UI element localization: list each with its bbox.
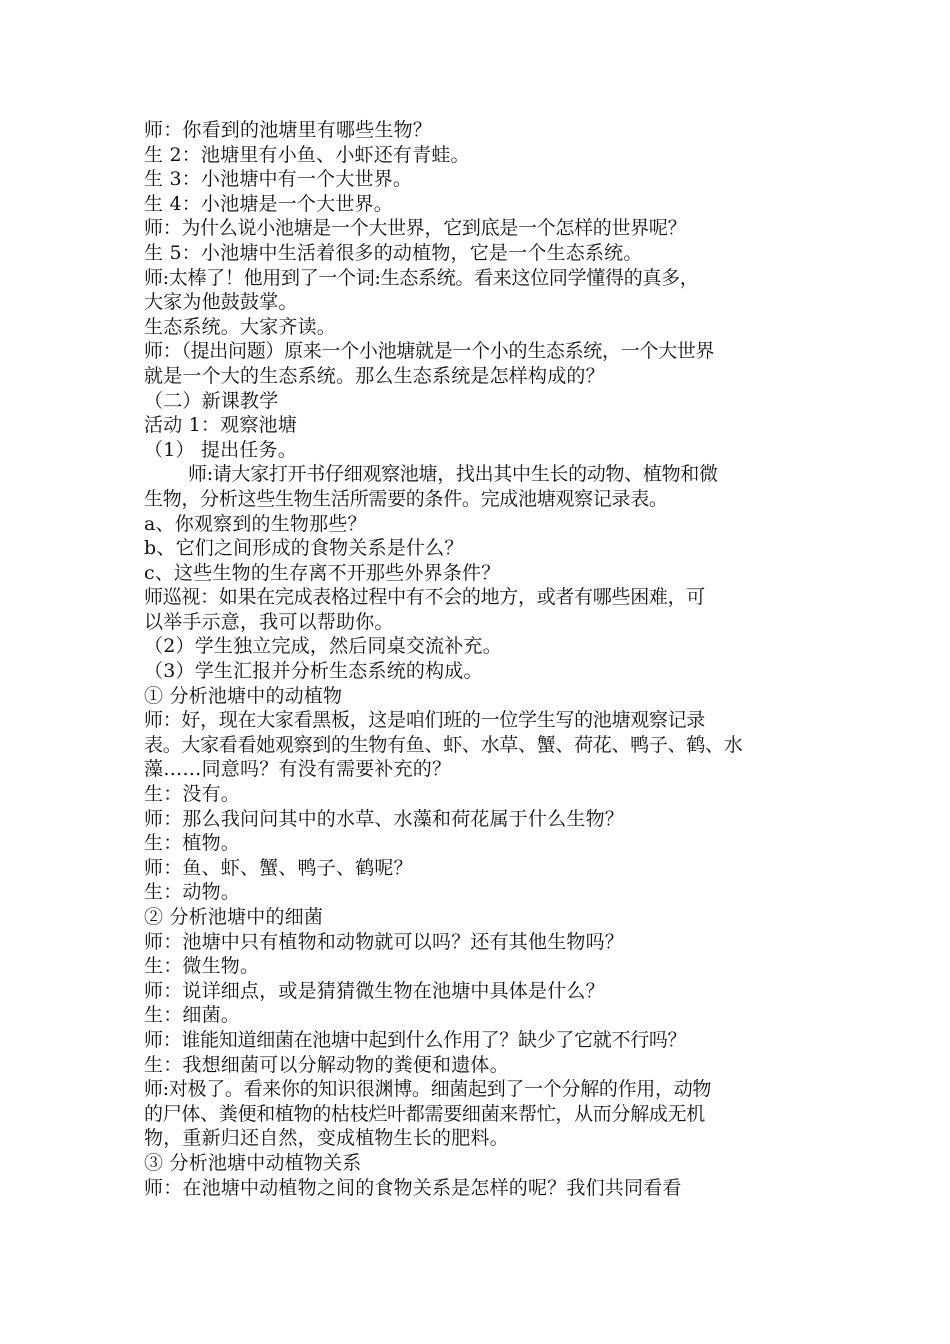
text-line: 生 4：小池塘是一个大世界。 <box>144 192 393 215</box>
text-line: 生：微生物。 <box>144 955 260 978</box>
text-line: 师：说详细点，或是猜猜微生物在池塘中具体是什么？ <box>144 979 605 1002</box>
text-line: 师：谁能知道细菌在池塘中起到什么作用了？缺少了它就不行吗？ <box>144 1028 687 1051</box>
text-line: 以举手示意，我可以帮助你。 <box>144 610 394 633</box>
question-item: c、这些生物的生存离不开那些外界条件？ <box>144 561 501 584</box>
text-line: 藻……同意吗？有没有需要补充的？ <box>144 758 452 781</box>
subsection-heading: ② 分析池塘中的细菌 <box>144 906 324 928</box>
text-line: 生态系统。大家齐读。 <box>144 315 337 338</box>
text-line: 师:请大家打开书仔细观察池塘，找出其中生长的动物、植物和微 <box>188 463 718 486</box>
subsection-heading: ③ 分析池塘中动植物关系 <box>144 1151 362 1174</box>
text-line: 师:对极了。看来你的知识很渊博。细菌起到了一个分解的作用，动物 <box>144 1078 712 1101</box>
text-line: 大家为他鼓鼓掌。 <box>144 291 298 314</box>
text-line: 师：好，现在大家看黑板，这是咱们班的一位学生写的池塘观察记录 <box>144 709 706 732</box>
text-line: 师：为什么说小池塘是一个大世界，它到底是一个怎样的世界呢？ <box>144 217 687 240</box>
text-line: 生 5：小池塘中生活着很多的动植物，它是一个生态系统。 <box>144 241 643 264</box>
step-heading: （3）学生汇报并分析生态系统的构成。 <box>144 660 483 683</box>
document-body <box>144 118 814 1200</box>
text-line: 师：在池塘中动植物之间的食物关系是怎样的呢？我们共同看看 <box>144 1176 682 1199</box>
text-line: 生 2：池塘里有小鱼、小虾还有青蛙。 <box>144 143 470 166</box>
text-line: 生：没有。 <box>144 783 241 806</box>
text-line: 师:太棒了！他用到了一个词:生态系统。看来这位同学懂得的真多， <box>144 266 699 289</box>
step-heading: （1） 提出任务。 <box>144 438 297 461</box>
text-line: 物，重新归还自然，变成植物生长的肥料。 <box>144 1127 509 1150</box>
text-line: 师：你看到的池塘里有哪些生物？ <box>144 119 433 141</box>
step-heading: （2）学生独立完成，然后同桌交流补充。 <box>144 635 502 658</box>
subsection-heading: ① 分析池塘中的动植物 <box>144 684 343 707</box>
text-line: 生：动物。 <box>144 881 241 904</box>
text-line: 表。大家看看她观察到的生物有鱼、虾、水草、蟹、荷花、鸭子、鹤、水 <box>144 733 743 756</box>
text-line: 的尸体、粪便和植物的枯枝烂叶都需要细菌来帮忙，从而分解成无机 <box>144 1102 706 1125</box>
text-line: 师：（提出问题）原来一个小池塘就是一个小的生态系统，一个大世界 <box>144 340 715 363</box>
text-line: 生：植物。 <box>144 832 241 855</box>
text-line: 生：我想细菌可以分解动物的粪便和遗体。 <box>144 1053 509 1076</box>
text-line: 生物，分析这些生物生活所需要的条件。完成池塘观察记录表。 <box>144 487 668 510</box>
text-line: 就是一个大的生态系统。那么生态系统是怎样构成的？ <box>144 364 605 387</box>
text-line: 师：池塘中只有植物和动物就可以吗？还有其他生物吗？ <box>144 930 625 953</box>
activity-heading: 活动 1：观察池塘 <box>144 414 297 437</box>
question-item: a、你观察到的生物那些？ <box>144 512 367 535</box>
section-heading: （二）新课教学 <box>144 389 279 412</box>
text-line: 师：那么我问问其中的水草、水藻和荷花属于什么生物？ <box>144 807 625 830</box>
question-item: b、它们之间形成的食物关系是什么？ <box>144 537 464 560</box>
text-line: 师：鱼、虾、蟹、鸭子、鹤呢？ <box>144 856 413 879</box>
text-line: 师巡视：如果在完成表格过程中有不会的地方，或者有哪些困难，可 <box>144 586 706 609</box>
text-line: 生：细菌。 <box>144 1004 241 1027</box>
text-line: 生 3：小池塘中有一个大世界。 <box>144 168 413 191</box>
